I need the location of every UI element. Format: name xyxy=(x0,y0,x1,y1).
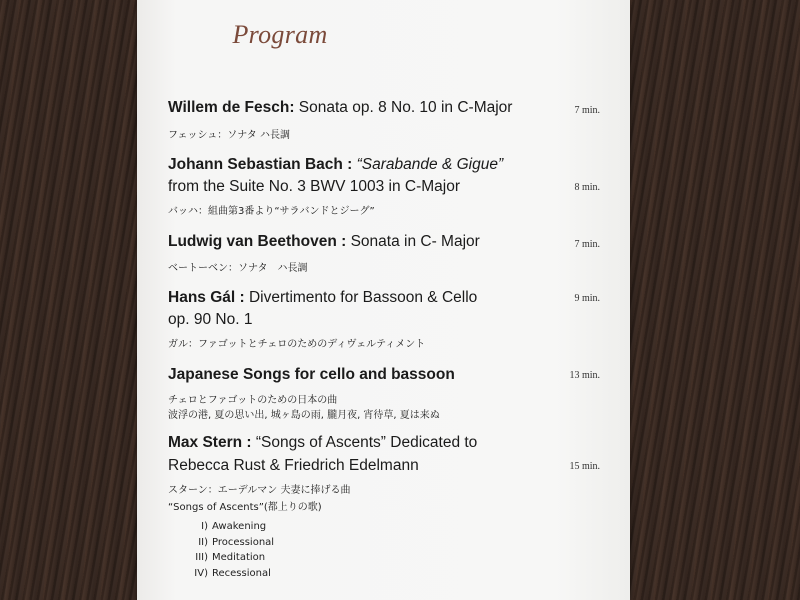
piece-6-duration: 15 min. xyxy=(569,461,600,472)
piece-5-heading xyxy=(168,366,455,384)
movement-item xyxy=(186,521,266,532)
piece-5-composer: Japanese Songs for cello and bassoon xyxy=(168,366,455,383)
page-title: Program xyxy=(232,20,328,49)
piece-1-japanese: フェッシュ：ソナタ ハ長調 xyxy=(168,130,290,141)
piece-6-composer: Max Stern : xyxy=(168,434,252,451)
movement-number: III) xyxy=(195,552,208,563)
piece-3-duration: 7 min. xyxy=(574,239,600,250)
piece-6-work: “Songs of Ascents” Dedicated to xyxy=(251,434,478,451)
piece-6-heading xyxy=(168,434,477,452)
movement-item xyxy=(186,552,265,563)
piece-4-composer: Hans Gál : xyxy=(168,289,245,306)
piece-3-work: Sonata in C- Major xyxy=(346,233,480,250)
piece-4-japanese: ガル：ファゴットとチェロのためのディヴェルティメント xyxy=(168,339,426,350)
movement-number: IV) xyxy=(194,568,208,579)
piece-3-japanese: ベートーベン：ソナタ ハ長調 xyxy=(168,263,308,274)
piece-2-composer: Johann Sebastian Bach : xyxy=(168,156,353,173)
piece-2-japanese: バッハ：組曲第3番より“サラバンドとジーグ” xyxy=(168,206,375,217)
movement-number: I) xyxy=(201,521,208,532)
piece-1-composer: Willem de Fesch: xyxy=(168,99,295,116)
piece-6-japanese-line2: “Songs of Ascents”(都上りの歌) xyxy=(168,502,322,513)
piece-4-heading xyxy=(168,289,477,307)
piece-5-japanese-line2: 波浮の港, 夏の思い出, 城ヶ島の雨, 朧月夜, 宵待草, 夏は来ぬ xyxy=(168,410,440,421)
piece-1-heading xyxy=(168,99,512,117)
movement-name: Awakening xyxy=(212,521,267,532)
piece-5-japanese: チェロとファゴットのための日本の曲 xyxy=(168,395,338,406)
movement-name: Meditation xyxy=(212,552,266,563)
movement-item xyxy=(186,537,274,548)
movement-number: II) xyxy=(198,537,208,548)
piece-4-work-line2: op. 90 No. 1 xyxy=(168,311,253,328)
piece-1-work: Sonata op. 8 No. 10 in C-Major xyxy=(294,99,513,116)
piece-6-work-line2: Rebecca Rust & Friedrich Edelmann xyxy=(168,457,419,474)
piece-3-heading xyxy=(168,233,480,251)
piece-1-duration: 7 min. xyxy=(574,105,600,116)
piece-3-composer: Ludwig van Beethoven : xyxy=(168,233,347,250)
piece-4-work: Divertimento for Bassoon & Cello xyxy=(244,289,478,306)
piece-2-work: “Sarabande & Gigue” xyxy=(356,156,504,173)
piece-5-duration: 13 min. xyxy=(569,370,600,381)
piece-2-work-line2: from the Suite No. 3 BWV 1003 in C-Major xyxy=(168,178,461,195)
piece-4-duration: 9 min. xyxy=(574,293,600,304)
piece-2-heading xyxy=(168,156,503,174)
movement-item xyxy=(186,568,271,579)
piece-2-duration: 8 min. xyxy=(574,182,600,193)
movement-name: Processional xyxy=(212,537,275,548)
movement-name: Recessional xyxy=(212,568,271,579)
piece-6-japanese: スターン：エーデルマン 夫妻に捧げる曲 xyxy=(168,485,351,496)
